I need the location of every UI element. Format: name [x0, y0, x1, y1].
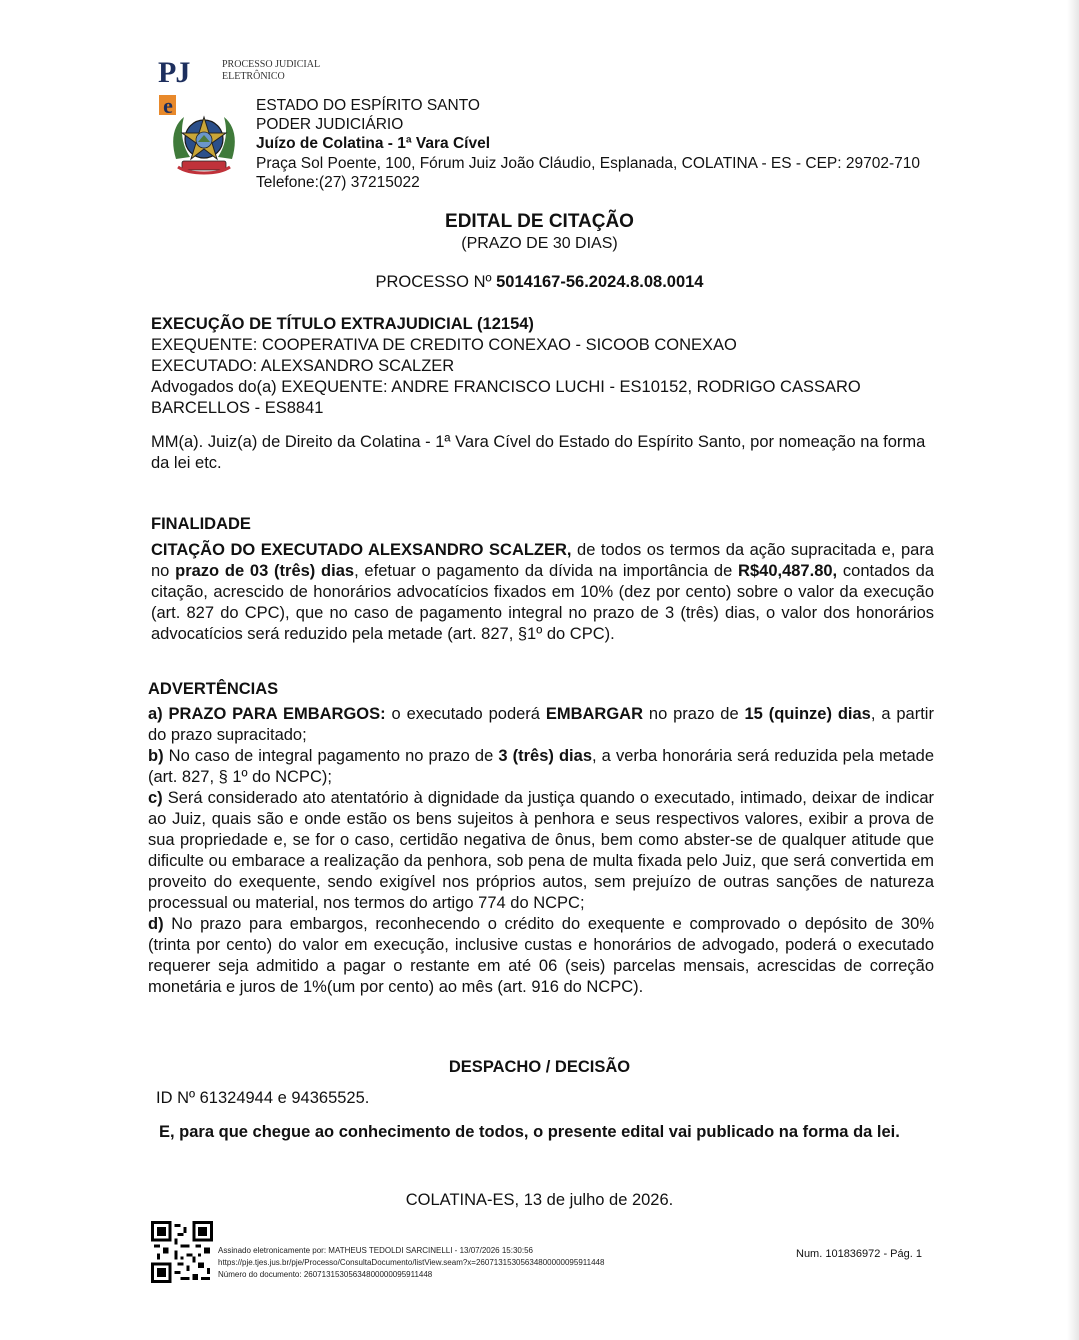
finalidade-bold-1: CITAÇÃO DO EXECUTADO ALEXSANDRO SCALZER, — [151, 541, 572, 559]
advertencia-b — [148, 746, 934, 788]
advertencias-body — [148, 704, 934, 998]
advertencia-a — [148, 704, 934, 746]
judge-text: MM(a). Juiz(a) de Direito da Colatina - 1ª Vara Cível do Estado do Espírito Santo, por nomeação na forma da lei etc. — [151, 433, 926, 472]
signature-footer — [218, 1245, 604, 1281]
page-number: Num. 101836972 - Pág. 1 — [796, 1248, 922, 1260]
header-state: ESTADO DO ESPÍRITO SANTO — [256, 97, 480, 114]
advertencia-d-text: No prazo para embargos, reconhecendo o crédito do exequente e comprovado o depósito de 30% (trinta por cento) do valor em execução, inclusive custas e honorários de advogado, poderá o executado requerer seja admitido a pagar o restante em até 06 (seis) parcelas mensais, acrescidas de correção monetária e juros de 1%(um por cento) ao mês (art. 916 do NCPC). — [148, 915, 934, 996]
pje-logo-line1: PROCESSO JUDICIAL — [222, 59, 321, 70]
case-exequente: EXEQUENTE: COOPERATIVA DE CREDITO CONEXAO - SICOOB CONEXAO — [151, 336, 737, 354]
advertencia-a-label: a) PRAZO PARA EMBARGOS: — [148, 705, 386, 723]
coat-of-arms-icon — [168, 109, 240, 181]
advertencia-a-bold-2: 15 (quinze) dias — [744, 705, 871, 723]
pje-logo-text — [222, 59, 320, 83]
finalidade-text-3: contados da citação, acrescido de honorários advocatícios fixados em 10% (dez por cento) sobre o valor da execução (art. 827 do CPC), que no caso de pagamento integral no prazo de 3 (três) dias, o valor dos honorários advocatícios será reduzido pela metade (art. 827, §1º do CPC). — [151, 562, 934, 643]
advertencia-a-text-2: no prazo de — [643, 705, 745, 723]
header-court: Juízo de Colatina - 1ª Vara Cível — [256, 135, 491, 153]
advertencia-a-bold-1: EMBARGAR — [545, 705, 644, 723]
pje-logo-line2: ELETRÔNICO — [222, 71, 285, 82]
process-number-line — [0, 273, 1079, 292]
despacho-heading: DESPACHO / DECISÃO — [448, 1058, 631, 1076]
place-date: COLATINA-ES, 13 de julho de 2026. — [405, 1191, 674, 1209]
pje-logo-mark: PJe — [158, 56, 190, 118]
header-address: Praça Sol Poente, 100, Fórum Juiz João Cláudio, Esplanada, COLATINA - ES - CEP: 29702-710 — [256, 154, 920, 172]
advertencia-a-text-3: , a partir do prazo supracitado; — [148, 705, 934, 744]
despacho-ids: ID Nº 61324944 e 94365525. — [156, 1089, 370, 1107]
document-title: EDITAL DE CITAÇÃO — [445, 211, 634, 232]
advertencias-heading: ADVERTÊNCIAS — [148, 680, 279, 698]
verification-url[interactable]: https://pje.tjes.jus.br/pje/Processo/ConsultaDocumento/listView.seam?x=26071315305634800000095911448 — [218, 1258, 605, 1267]
finalidade-text-2: , efetuar o pagamento da dívida na importância de — [354, 562, 739, 580]
case-advogados: Advogados do(a) EXEQUENTE: ANDRE FRANCISCO LUCHI - ES10152, RODRIGO CASSARO BARCELLOS - ES8841 — [151, 378, 861, 417]
finalidade-heading: FINALIDADE — [151, 515, 251, 533]
document-number: Número do documento: 26071315305634800000095911448 — [218, 1270, 433, 1279]
page-edge-shadow — [1067, 0, 1079, 1340]
advertencia-c-text: Será considerado ato atentatório à dignidade da justiça quando o executado, intimado, deixar de indicar ao Juiz, quais são e onde estão os bens sujeitos à penhora e seus respectivos valores, exibir a prova de sua propriedade e, se for o caso, certidão negativa de ônus, bem como abster-se de qualquer atitude que dificulte ou embarace a realização da penhora, sob pena de multa fixada pelo Juiz, que será convertida em proveito do exequente, sendo exigível nos próprios autos, sem prejuízo de outras sanções de natureza processual ou material, nos termos do artigo 774 do NCPC; — [148, 789, 934, 912]
advertencia-c-label: c) — [148, 789, 163, 807]
case-executado: EXECUTADO: ALEXSANDRO SCALZER — [151, 357, 455, 375]
header-phone: Telefone:(27) 37215022 — [256, 173, 420, 191]
finalidade-text-1: de todos os termos da ação supracitada e, para no — [151, 541, 934, 580]
despacho-closing: E, para que chegue ao conhecimento de todos, o presente edital vai publicado na forma da lei. — [159, 1123, 900, 1141]
case-info — [151, 314, 934, 419]
header-power: PODER JUDICIÁRIO — [256, 116, 404, 134]
advertencia-a-text-1: o executado poderá — [385, 705, 546, 723]
process-label: PROCESSO Nº — [375, 273, 497, 291]
finalidade-bold-3: R$40,487.80, — [738, 562, 838, 580]
advertencia-c — [148, 788, 934, 914]
process-number: 5014167-56.2024.8.08.0014 — [496, 273, 704, 291]
document-subtitle: (PRAZO DE 30 DIAS) — [461, 235, 618, 252]
advertencia-b-bold: 3 (três) dias — [498, 747, 592, 765]
advertencia-b-label: b) — [148, 747, 164, 765]
advertencia-d — [148, 914, 934, 998]
signature-line: Assinado eletronicamente por: MATHEUS TEDOLDI SARCINELLI - 13/07/2026 15:30:56 — [218, 1246, 533, 1255]
advertencia-b-text-1: No caso de integral pagamento no prazo de — [163, 747, 499, 765]
qr-code-icon — [151, 1221, 213, 1283]
finalidade-paragraph — [151, 540, 934, 645]
finalidade-bold-2: prazo de 03 (três) dias — [175, 562, 355, 580]
advertencia-b-text-2: , a verba honorária será reduzida pela metade (art. 827, § 1º do NCPC); — [148, 747, 935, 786]
court-header — [256, 96, 920, 192]
advertencia-d-label: d) — [148, 915, 164, 933]
case-type: EXECUÇÃO DE TÍTULO EXTRAJUDICIAL (12154) — [151, 315, 534, 333]
